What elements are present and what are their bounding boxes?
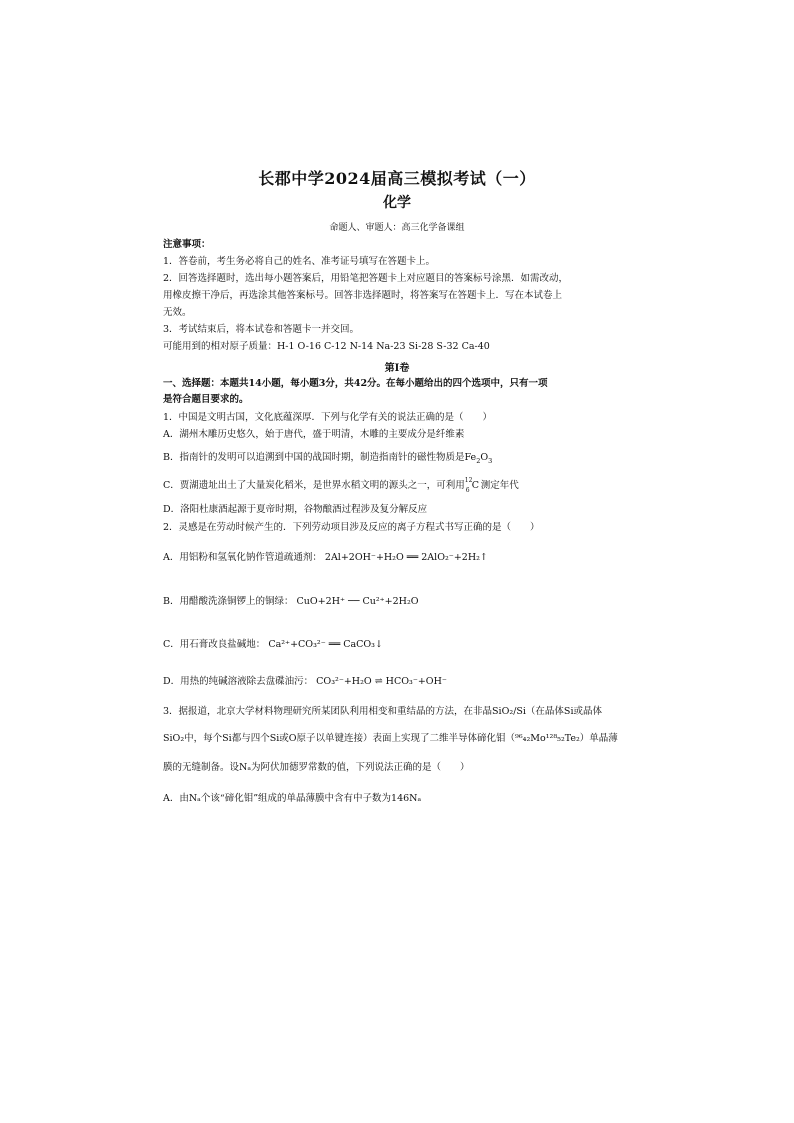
formula-sub: 2 (476, 456, 481, 465)
q3-option-a: A．由Nₐ个该“碲化钼”组成的单晶薄膜中含有中子数为146Nₐ (163, 793, 422, 804)
q2-option-c (163, 638, 638, 652)
q1-option-b-text: B．指南针的发明可以追溯到中国的战国时期，制造指南针的磁性物质是 (163, 452, 465, 463)
formula-sub: 3 (488, 456, 493, 465)
q1-option-a: A．湖州木雕历史悠久，始于唐代，盛于明清，木雕的主要成分是纤维素 (163, 429, 465, 440)
q2-option-a-text: A．用铝粉和氢氧化钠作管道疏通剂： (163, 552, 322, 563)
notice-item-2-line-1: 2．回答选择题时，选出每小题答案后，用铅笔把答题卡上对应题目的答案标号涂黑．如需改动， (163, 273, 569, 284)
notice-item-2-line-3: 无效。 (163, 307, 192, 318)
q3-stem-line-3: 膜的无缝制备。设Nₐ为阿伏加德罗常数的值，下列说法正确的是（ ） (163, 762, 470, 773)
q1-option-c-text: C．贾湖遗址出土了大量炭化稻米，是世界水稻文明的源头之一，可利用 (163, 480, 465, 491)
isotope-symbol: C (471, 480, 480, 491)
exam-title: 长郡中学2024届高三模拟考试（一） (258, 169, 536, 188)
notice-item-3: 3．考试结束后，将本试卷和答题卡一并交回。 (163, 324, 360, 335)
q2-option-b (163, 595, 638, 609)
q2-option-c-equation: Ca²⁺+CO₃²⁻ ══ CaCO₃↓ (268, 639, 383, 650)
q3-stem-line-1: 3．据报道，北京大学材料物理研究所某团队利用相变和重结晶的方法，在非晶SiO₂/Si（在晶体Si或晶体 (163, 706, 602, 717)
q2-option-b-text: B．用醋酸洗涤铜锣上的铜绿： (163, 596, 294, 607)
q2-option-d-equation: CO₃²⁻+H₂O ⇌ HCO₃⁻+OH⁻ (316, 676, 447, 687)
q2-stem: 2．灵感是在劳动时候产生的．下列劳动项目涉及反应的离子方程式书写正确的是（ ） (163, 522, 540, 533)
section-instructions-line-2: 是符合题目要求的。 (163, 394, 249, 405)
q2-option-d (163, 675, 638, 689)
subject-title: 化学 (383, 195, 411, 211)
q2-option-c-text: C．用石膏改良盐碱地： (163, 639, 266, 650)
notice-heading: 注意事项： (163, 239, 211, 250)
q1-option-c (163, 479, 638, 493)
q2-option-a-equation: 2Al+2OH⁻+H₂O ══ 2AlO₂⁻+2H₂↑ (324, 552, 488, 563)
q2-option-b-equation: CuO+2H⁺ ── Cu²⁺+2H₂O (296, 596, 419, 607)
isotope-atomic-number: 6 (465, 487, 470, 494)
q2-option-d-text: D．用热的纯碱溶液除去盘碟油污： (163, 676, 314, 687)
notice-item-1: 1．答卷前，考生务必将自己的姓名、准考证号填写在答题卡上。 (163, 256, 436, 267)
formula-fe: Fe (464, 452, 477, 463)
carbon-isotope (465, 479, 481, 493)
formula-o: O (480, 452, 489, 463)
isotope-mass-number: 12 (464, 477, 473, 484)
notice-item-2-line-2: 用橡皮擦干净后，再选涂其他答案标号。回答非选择题时，将答案写在答题卡上．写在本试卷上 (163, 290, 563, 301)
q1-option-d: D．洛阳杜康酒起源于夏帝时期，谷物酿酒过程涉及复分解反应 (163, 504, 428, 515)
atomic-masses: 可能用到的相对原子质量：H-1 O-16 C-12 N-14 Na-23 Si-28 S-32 Ca-40 (163, 341, 490, 352)
section-title: 第Ⅰ卷 (384, 363, 410, 374)
q3-stem-line-2: SiO₂中，每个Si都与四个Si或O原子以单键连接）表面上实现了二维半导体碲化钼（⁹⁶₄₂Mo¹²⁸₅₂Te₂）单晶薄 (163, 733, 618, 744)
q1-option-b (163, 451, 638, 465)
q2-option-a (163, 551, 638, 565)
q1-option-b-formula (464, 452, 492, 463)
q1-option-c-suffix: 测定年代 (480, 480, 519, 491)
authors-line: 命题人、审题人：高三化学备课组 (329, 223, 465, 233)
section-instructions-line-1: 一、选择题：本题共14小题，每小题3分，共42分。在每小题给出的四个选项中，只有一项 (163, 378, 548, 389)
q1-stem: 1．中国是文明古国，文化底蕴深厚．下列与化学有关的说法正确的是（ ） (163, 412, 493, 423)
